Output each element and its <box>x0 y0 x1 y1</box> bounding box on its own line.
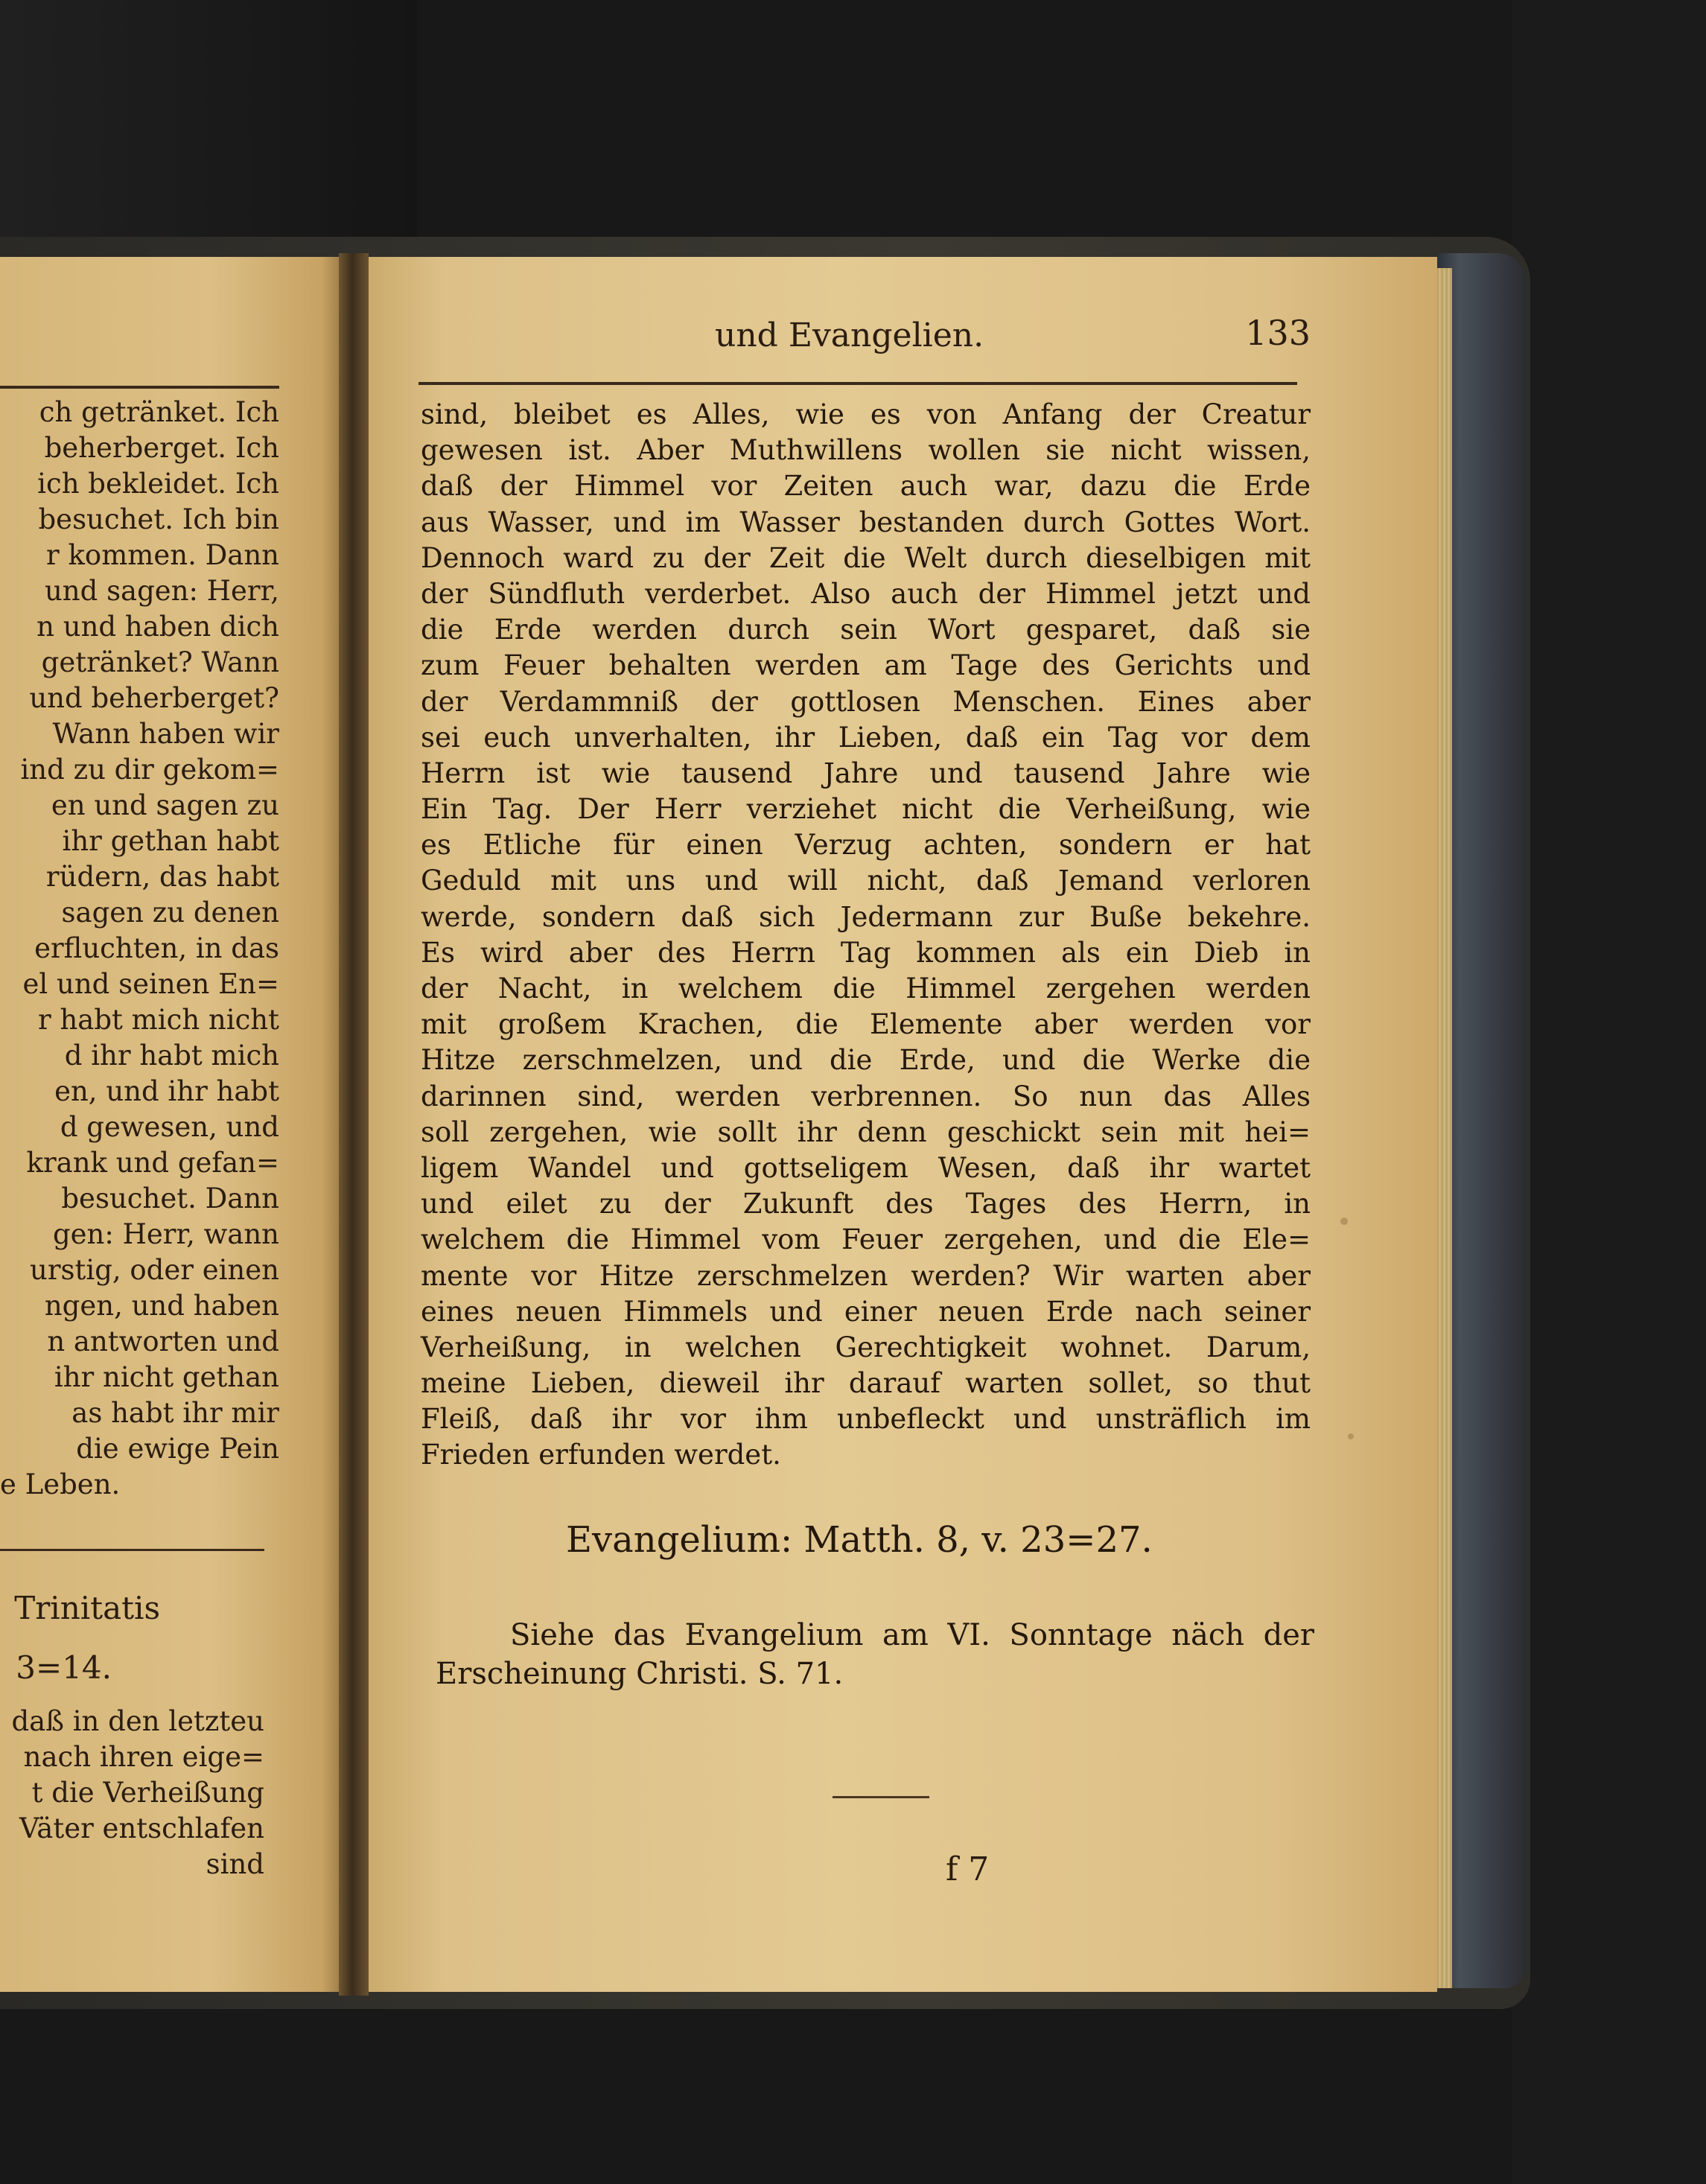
text-line: und sagen: Herr, <box>44 575 279 607</box>
left-page-text-continued <box>0 1704 264 1882</box>
text-line: der Verdammniß der gottlosen Menschen. Eines aber <box>421 685 1311 718</box>
book-gutter <box>339 253 369 1996</box>
page-number: 133 <box>1245 313 1311 353</box>
text-line: die Erde werden durch sein Wort gesparet, daß sie <box>421 614 1311 646</box>
gospel-note <box>436 1616 1314 1693</box>
text-line: sind <box>206 1848 264 1880</box>
text-line: mit großem Krachen, die Elemente aber werden vor <box>421 1008 1311 1041</box>
text-line: Frieden erfunden werdet. <box>421 1439 781 1471</box>
text-line: und beherberget? <box>29 682 279 714</box>
text-line: en und sagen zu <box>51 789 279 821</box>
text-line: aus Wasser, und im Wasser bestanden durch Gottes Wort. <box>421 506 1311 538</box>
text-line: e Leben. <box>0 1468 121 1500</box>
text-line: werde, sondern daß sich Jedermann zur Buße bekehre. <box>421 900 1311 933</box>
text-line: mente vor Hitze zerschmelzen werden? Wir warten aber <box>421 1259 1311 1292</box>
text-line: ihr gethan habt <box>62 825 279 857</box>
text-line: Erscheinung Christi. S. 71. <box>436 1657 844 1691</box>
end-rule <box>833 1796 929 1798</box>
text-line: ich bekleidet. Ich <box>37 468 279 500</box>
text-line: der Nacht, in welchem die Himmel zergehen werden <box>421 972 1311 1005</box>
text-line: Dennoch ward zu der Zeit die Welt durch dieselbigen mit <box>421 541 1311 574</box>
text-line: besuchet. Dann <box>61 1182 279 1214</box>
text-line: rüdern, das habt <box>45 861 279 893</box>
text-line: es Etliche für einen Verzug achten, sondern er hat <box>421 829 1311 862</box>
text-line: daß der Himmel vor Zeiten auch war, dazu die Erde <box>421 470 1311 503</box>
text-line: und eilet zu der Zukunft des Tages des Herrn, in <box>421 1188 1311 1220</box>
text-line: Fleiß, daß ihr vor ihm unbefleckt und unsträflich im <box>421 1403 1311 1436</box>
text-line: soll zergehen, wie sollt ihr denn geschickt sein mit hei= <box>421 1115 1311 1148</box>
text-line: darinnen sind, werden verbrennen. So nun das Alles <box>421 1080 1311 1112</box>
text-line: Es wird aber des Herrn Tag kommen als ein Dieb in <box>421 936 1311 969</box>
left-header-rule <box>0 386 279 389</box>
text-line: ihr nicht gethan <box>54 1361 279 1393</box>
text-line: sagen zu denen <box>61 897 279 929</box>
text-line: welchem die Himmel vom Feuer zergehen, und die Ele= <box>421 1223 1311 1256</box>
running-head: und Evangelien. <box>715 316 984 354</box>
text-line: besuchet. Ich bin <box>38 503 279 535</box>
signature-mark: f 7 <box>946 1850 990 1888</box>
text-line: der Sündfluth verderbet. Also auch der Himmel jetzt und <box>421 577 1311 610</box>
text-line: sind, bleibet es Alles, wie es von Anfang der Creatur <box>421 398 1311 430</box>
text-line: urstig, oder einen <box>29 1254 279 1286</box>
text-line: ngen, und haben <box>44 1290 279 1322</box>
text-line: gen: Herr, wann <box>52 1218 279 1250</box>
text-line: erfluchten, in das <box>34 932 279 964</box>
left-section-rule <box>0 1549 264 1551</box>
text-line: ind zu dir gekom= <box>20 754 279 786</box>
text-line: zum Feuer behalten werden am Tage des Gerichts und <box>421 649 1311 682</box>
text-line: daß in den letzteu <box>11 1705 264 1737</box>
text-line: d gewesen, und <box>60 1111 279 1143</box>
text-line: Wann haben wir <box>52 718 279 750</box>
epistle-text <box>421 397 1311 1474</box>
text-line: n und haben dich <box>36 611 279 643</box>
text-line: getränket? Wann <box>41 646 279 678</box>
left-scripture-reference: 3=14. <box>16 1649 112 1686</box>
text-line: die ewige Pein <box>76 1433 279 1465</box>
text-line: Herrn ist wie tausend Jahre und tausend Jahre wie <box>421 757 1311 789</box>
text-line: ligem Wandel und gottseligem Wesen, daß ihr wartet <box>421 1151 1311 1184</box>
backdrop-right <box>1512 0 1706 2184</box>
foxing-spot <box>1348 1433 1354 1439</box>
text-line: Hitze zerschmelzen, und die Erde, und die Werke die <box>421 1044 1311 1077</box>
text-line: Geduld mit uns und will nicht, daß Jemand verloren <box>421 865 1311 897</box>
text-line: eines neuen Himmels und einer neuen Erde nach seiner <box>421 1295 1311 1328</box>
text-line: n antworten und <box>47 1325 279 1357</box>
header-rule <box>418 382 1297 385</box>
text-line: r habt mich nicht <box>38 1004 279 1036</box>
text-line: beherberget. Ich <box>44 432 279 464</box>
text-line: sei euch unverhalten, ihr Lieben, daß ein Tag vor dem <box>421 721 1311 754</box>
text-line: meine Lieben, dieweil ihr darauf warten sollet, so thut <box>421 1367 1311 1400</box>
text-line: Väter entschlafen <box>19 1812 264 1844</box>
left-section-heading: Trinitatis <box>14 1590 160 1626</box>
backdrop <box>0 0 417 246</box>
text-line: nach ihren eige= <box>23 1741 264 1773</box>
text-line: en, und ihr habt <box>54 1075 279 1107</box>
text-line: Verheißung, in welchen Gerechtigkeit wohnet. Darum, <box>421 1331 1311 1363</box>
text-line: t die Verheißung <box>31 1777 264 1809</box>
text-line: ch getränket. Ich <box>39 396 279 428</box>
text-line: Ein Tag. Der Herr verziehet nicht die Verheißung, wie <box>421 793 1311 826</box>
text-line: gewesen ist. Aber Muthwillens wollen sie nicht wissen, <box>421 434 1311 467</box>
text-line: Siehe das Evangelium am VI. Sonntage näch der <box>510 1618 1314 1652</box>
text-line: r kommen. Dann <box>46 539 279 571</box>
text-line: as habt ihr mir <box>71 1397 279 1429</box>
text-line: d ihr habt mich <box>64 1040 279 1072</box>
text-line: krank und gefan= <box>26 1147 279 1179</box>
foxing-spot <box>1340 1217 1348 1225</box>
text-line: el und seinen En= <box>22 968 279 1000</box>
gospel-heading: Evangelium: Matth. 8, v. 23=27. <box>566 1519 1153 1561</box>
